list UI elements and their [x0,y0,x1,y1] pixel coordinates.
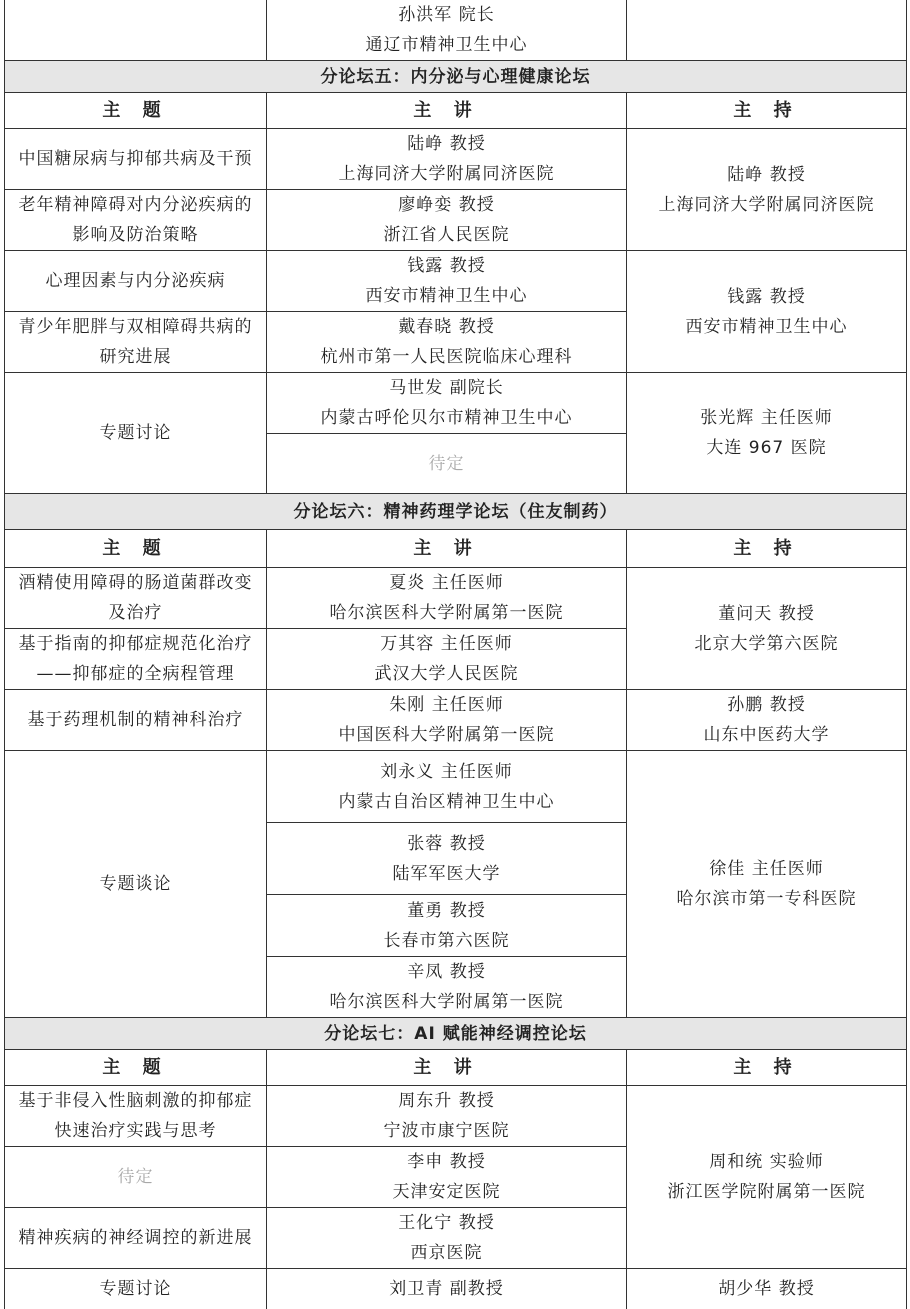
speaker-tbd: 待定 [267,434,627,494]
speaker-org: 宁波市康宁医院 [383,1121,510,1141]
speaker-name: 马世发 副院长 [389,378,504,398]
topic-cell: 专题讨论 [5,373,267,494]
speaker-name: 廖峥娈 教授 [398,195,495,215]
speaker-org: 天津安定医院 [392,1182,501,1202]
schedule-table [4,0,907,1309]
header-row [5,93,907,129]
speaker-org: 上海同济大学附属同济医院 [338,164,555,184]
speaker-org: 哈尔滨医科大学附属第一医院 [329,992,564,1012]
host-cell [627,1269,907,1309]
table-row [5,251,907,312]
speaker-org: 陆军军医大学 [392,863,501,884]
topic-cell: 基于非侵入性脑刺激的抑郁症快速治疗实践与思考 [5,1086,267,1147]
speaker-name: 戴春晓 教授 [398,317,495,337]
header-host: 主 持 [627,530,907,568]
speaker-org: 长春市第六医院 [383,930,510,951]
host-cell [627,0,907,61]
host-cell [627,1086,907,1269]
topic-cell: 精神疾病的神经调控的新进展 [5,1208,267,1269]
header-host: 主 持 [627,93,907,129]
speaker-name: 周东升 教授 [398,1091,495,1111]
speaker-name: 辛凤 教授 [407,962,486,982]
speaker-cell [267,629,627,690]
host-org: 西安市精神卫生中心 [685,316,848,337]
speaker-name: 李申 教授 [407,1152,486,1172]
speaker-cell [267,895,627,957]
speaker-org: 西京医院 [410,1243,483,1263]
header-speaker: 主 讲 [267,1050,627,1086]
topic-cell: 青少年肥胖与双相障碍共病的研究进展 [5,312,267,373]
topic-cell [5,0,267,61]
host-name: 张光辉 主任医师 [700,408,833,428]
header-topic: 主 题 [5,93,267,129]
speaker-cell [267,823,627,895]
forum6-title-row [5,494,907,530]
forum7-title-row [5,1018,907,1050]
speaker-cell [267,251,627,312]
speaker-org: 内蒙古自治区精神卫生中心 [338,791,555,812]
host-org: 浙江医学院附属第一医院 [667,1182,866,1202]
table-row [5,129,907,190]
table-row [5,1086,907,1147]
header-topic: 主 题 [5,1050,267,1086]
speaker-cell [267,1086,627,1147]
table-row [5,1269,907,1309]
topic-cell: 酒精使用障碍的肠道菌群改变及治疗 [5,568,267,629]
speaker-cell [267,312,627,373]
topic-cell: 中国糖尿病与抑郁共病及干预 [5,129,267,190]
host-name: 钱露 教授 [727,286,806,307]
header-topic: 主 题 [5,530,267,568]
speaker-cell [267,1208,627,1269]
forum6-title: 分论坛六：精神药理学论坛（住友制药） [5,494,907,530]
forum5-title-row [5,61,907,93]
speaker-org: 浙江省人民医院 [383,225,510,245]
header-speaker: 主 讲 [267,530,627,568]
speaker-cell [267,751,627,823]
topic-cell: 老年精神障碍对内分泌疾病的影响及防治策略 [5,190,267,251]
speaker-cell [267,129,627,190]
header-row [5,530,907,568]
speaker-cell [267,0,627,61]
topic-cell: 待定 [5,1147,267,1208]
speaker-org: 中国医科大学附属第一医院 [338,725,555,745]
speaker-cell [267,568,627,629]
speaker-name: 朱刚 主任医师 [389,695,504,715]
header-host: 主 持 [627,1050,907,1086]
topic-cell: 专题谈论 [5,751,267,1018]
host-cell [627,568,907,690]
speaker-org: 内蒙古呼伦贝尔市精神卫生中心 [320,408,573,428]
speaker-name: 董勇 教授 [407,900,486,921]
speaker-cell [267,1269,627,1309]
host-org: 山东中医药大学 [703,725,830,745]
speaker-name: 张蓉 教授 [407,833,486,854]
topic-cell: 基于指南的抑郁症规范化治疗——抑郁症的全病程管理 [5,629,267,690]
table-row [5,373,907,434]
table-row [5,751,907,823]
table-row [5,0,907,61]
host-org: 哈尔滨市第一专科医院 [676,889,857,909]
speaker-org: 通辽市精神卫生中心 [365,34,528,55]
host-org: 大连 967 医院 [706,438,827,458]
host-cell [627,690,907,751]
speaker-org: 杭州市第一人民医院临床心理科 [320,347,573,367]
host-name: 孙鹏 教授 [727,695,806,715]
host-name: 徐佳 主任医师 [709,859,824,879]
speaker-cell [267,1147,627,1208]
speaker-org: 武汉大学人民医院 [374,664,519,684]
host-name: 董问天 教授 [718,603,815,624]
speaker-org: 哈尔滨医科大学附属第一医院 [329,603,564,623]
speaker-cell [267,190,627,251]
speaker-name: 刘卫青 副教授 [389,1278,504,1299]
speaker-name: 孙洪军 院长 [398,4,495,25]
host-org: 上海同济大学附属同济医院 [658,194,875,215]
forum5-title: 分论坛五：内分泌与心理健康论坛 [5,61,907,93]
speaker-name: 万其容 主任医师 [380,634,513,654]
topic-cell: 专题讨论 [5,1269,267,1309]
topic-cell: 心理因素与内分泌疾病 [5,251,267,312]
speaker-cell [267,690,627,751]
topic-cell: 基于药理机制的精神科治疗 [5,690,267,751]
host-cell [627,251,907,373]
speaker-name: 钱露 教授 [407,256,486,276]
host-cell [627,373,907,494]
speaker-name: 王化宁 教授 [398,1213,495,1233]
header-speaker: 主 讲 [267,93,627,129]
host-cell [627,129,907,251]
speaker-name: 刘永义 主任医师 [380,761,513,782]
forum7-title: 分论坛七：AI 赋能神经调控论坛 [5,1018,907,1050]
speaker-name: 夏炎 主任医师 [389,573,504,593]
speaker-name: 陆峥 教授 [407,134,486,154]
header-row [5,1050,907,1086]
host-name: 陆峥 教授 [727,164,806,185]
speaker-cell [267,373,627,434]
host-cell [627,751,907,1018]
speaker-cell [267,957,627,1018]
host-org: 北京大学第六医院 [694,633,839,654]
speaker-org: 西安市精神卫生中心 [365,286,528,306]
host-name: 胡少华 教授 [718,1278,815,1299]
table-row [5,690,907,751]
host-name: 周和统 实验师 [709,1152,824,1172]
table-row [5,568,907,629]
